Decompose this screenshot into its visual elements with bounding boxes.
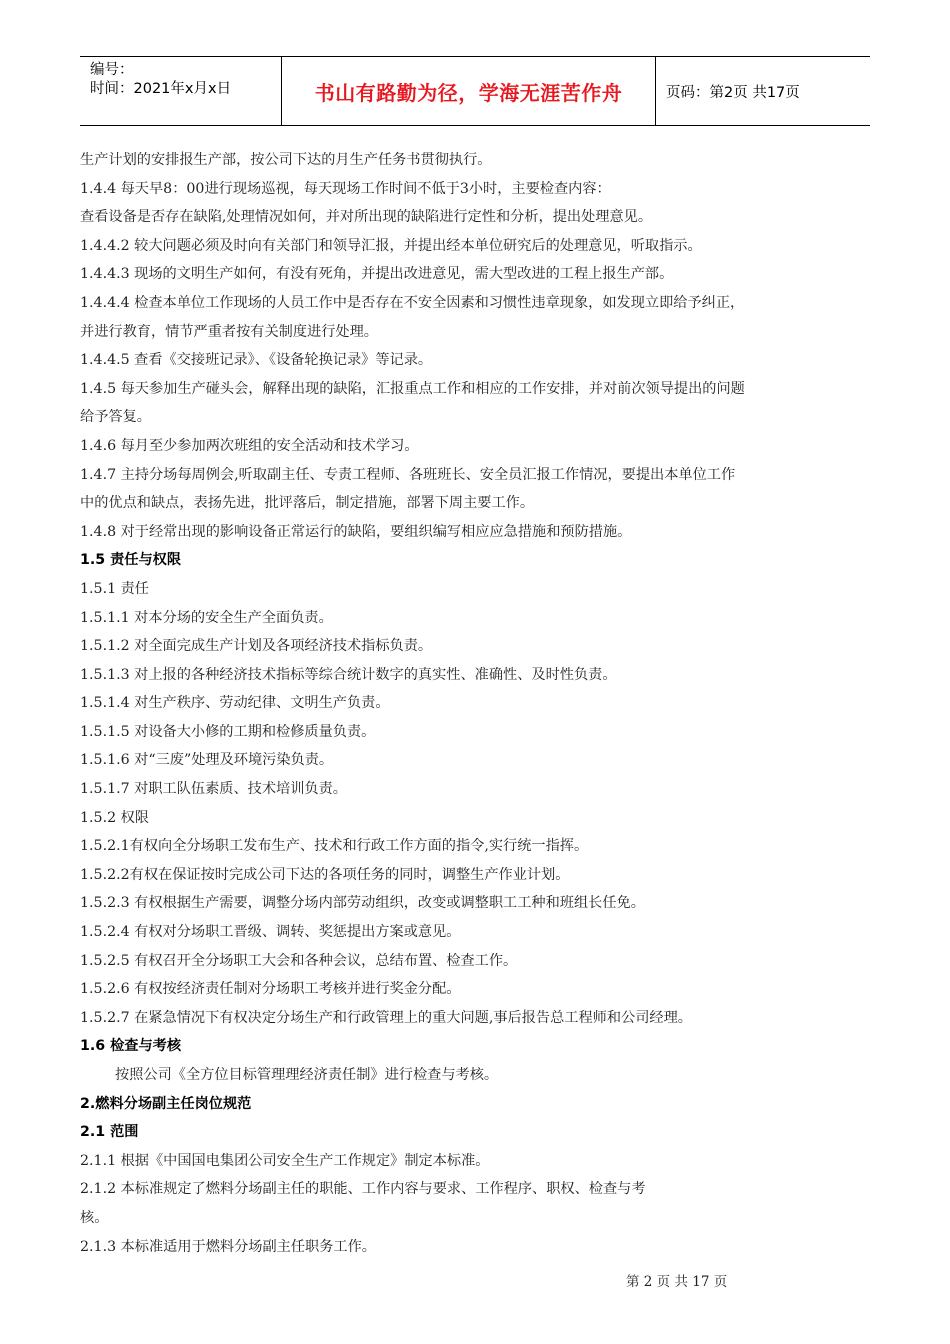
document-number-label: 编号： <box>90 62 134 78</box>
paragraph-line: 1.4.8 对于经常出现的影响设备正常运行的缺陷，要组织编写相应应急措施和预防措施。 <box>80 523 632 540</box>
paragraph-line: 1.5.1.1 对本分场的安全生产全面负责。 <box>80 609 333 626</box>
paragraph-line: 1.4.4 每天早8：00进行现场巡视，每天现场工作时间不低于3小时，主要检查内容： <box>80 180 611 197</box>
paragraph-line: 给予答复。 <box>80 409 151 426</box>
paragraph-line: 1.5.1.3 对上报的各种经济技术指标等综合统计数字的真实性、准确性、及时性负责。 <box>80 666 617 683</box>
paragraph-line: 核。 <box>80 1209 109 1226</box>
document-time-label: 时间：2021年x月x日 <box>90 81 232 97</box>
paragraph-line: 1.5.2.1有权向全分场职工发布生产、技术和行政工作方面的指令,实行统一指挥。 <box>80 838 589 855</box>
paragraph-line: 2.1.3 本标准适用于燃料分场副主任职务工作。 <box>80 1238 376 1255</box>
chapter-heading: 2.燃料分场副主任岗位规范 <box>80 1095 252 1112</box>
paragraph-line: 1.5.1.7 对职工队伍素质、技术培训负责。 <box>80 781 347 798</box>
paragraph-line: 1.4.6 每月至少参加两次班组的安全活动和技术学习。 <box>80 437 419 454</box>
paragraph-line: 1.5.2.5 有权召开全分场职工大会和各种会议，总结布置、检查工作。 <box>80 952 518 969</box>
paragraph-line: 1.4.4.5 查看《交接班记录》、《设备轮换记录》等记录。 <box>80 352 433 369</box>
page-footer: 第 2 页 共 17 页 <box>626 1274 728 1290</box>
section-heading: 2.1 范围 <box>80 1124 139 1141</box>
paragraph-line: 中的优点和缺点，表扬先进，批评落后，制定措施，部署下周主要工作。 <box>80 495 535 512</box>
paragraph-line: 并进行教育，情节严重者按有关制度进行处理。 <box>80 323 378 340</box>
page-header <box>80 56 870 126</box>
paragraph-line: 1.5.2.2有权在保证按时完成公司下达的各项任务的同时，调整生产作业计划。 <box>80 866 570 883</box>
paragraph-line: 1.4.4.4 检查本单位工作现场的人员工作中是否存在不安全因素和习惯性违章现象，如发现立即给予纠正， <box>80 294 745 311</box>
paragraph-line: 1.5.2.3 有权根据生产需要，调整分场内部劳动组织，改变或调整职工工种和班组长任免。 <box>80 895 645 912</box>
section-heading: 1.6 检查与考核 <box>80 1038 182 1055</box>
paragraph-line: 按照公司《全方位目标管理理经济责任制》进行检查与考核。 <box>115 1067 499 1083</box>
paragraph-line: 查看设备是否存在缺陷,处理情况如何，并对所出现的缺陷进行定性和分析，提出处理意见。 <box>80 209 653 226</box>
paragraph-line: 1.4.5 每天参加生产碰头会，解释出现的缺陷，汇报重点工作和相应的工作安排，并对前次领导提出的问题 <box>80 380 745 397</box>
header-meta <box>80 57 282 125</box>
subsection-heading: 1.5.1 责任 <box>80 580 149 597</box>
paragraph-line: 1.5.1.5 对设备大小修的工期和检修质量负责。 <box>80 723 376 740</box>
paragraph-line: 1.5.1.2 对全面完成生产计划及各项经济技术指标负责。 <box>80 638 433 655</box>
paragraph-line: 1.4.4.3 现场的文明生产如何，有没有死角，并提出改进意见，需大型改进的工程上报生产部。 <box>80 266 674 283</box>
paragraph-line: 1.5.2.7 在紧急情况下有权决定分场生产和行政管理上的重大问题,事后报告总工程师和公司经理。 <box>80 1009 692 1026</box>
paragraph-line: 1.5.1.4 对生产秩序、劳动纪律、文明生产负责。 <box>80 695 390 712</box>
document-body <box>80 146 880 1261</box>
paragraph-line: 1.5.1.6 对“三废”处理及环境污染负责。 <box>80 752 334 769</box>
header-page-info: 页码：第2页 共17页 <box>666 84 800 101</box>
section-heading: 1.5 责任与权限 <box>80 552 182 569</box>
paragraph-line: 2.1.2 本标准规定了燃料分场副主任的职能、工作内容与要求、工作程序、职权、检查与考 <box>80 1181 646 1198</box>
paragraph-line: 1.4.4.2 较大问题必须及时向有关部门和领导汇报，并提出经本单位研究后的处理意见，听取指示。 <box>80 237 702 254</box>
paragraph-line: 1.5.2.4 有权对分场职工晋级、调转、奖惩提出方案或意见。 <box>80 924 461 941</box>
paragraph-line: 1.5.2.6 有权按经济责任制对分场职工考核并进行奖金分配。 <box>80 981 461 998</box>
header-slogan: 书山有路勤为径，学海无涯苦作舟 <box>282 57 656 125</box>
paragraph-line: 生产计划的安排报生产部，按公司下达的月生产任务书贯彻执行。 <box>80 152 492 168</box>
paragraph-line: 2.1.1 根据《中国国电集团公司安全生产工作规定》制定本标准。 <box>80 1152 490 1169</box>
paragraph-line: 1.4.7 主持分场每周例会,听取副主任、专责工程师、各班班长、安全员汇报工作情况，要提出本单位工作 <box>80 466 736 483</box>
subsection-heading: 1.5.2 权限 <box>80 809 149 826</box>
